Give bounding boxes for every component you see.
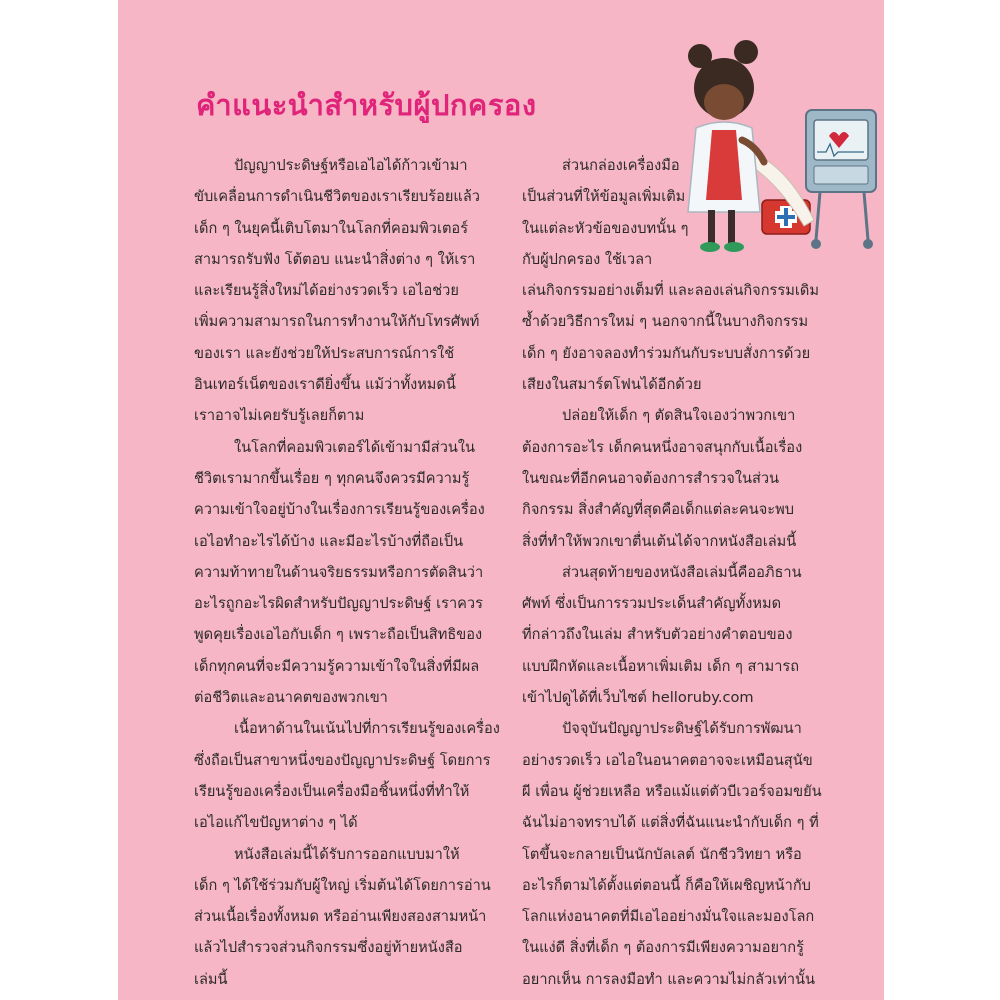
text-line: เด็ก ๆ ได้ใช้ร่วมกับผู้ใหญ่ เริ่มต้นได้โดยการอ่าน bbox=[194, 876, 491, 894]
text-line: เล่นกิจกรรมอย่างเต็มที่ และลองเล่นกิจกรรมเดิม bbox=[522, 282, 819, 300]
text-line: เอไอทำอะไรได้บ้าง และมีอะไรบ้างที่ถือเป็น bbox=[194, 532, 464, 550]
text-line: แบบฝึกหัดและเนื้อหาเพิ่มเติม เด็ก ๆ สามารถ bbox=[522, 657, 800, 675]
text-line: โลกแห่งอนาคตที่มีเอไออย่างมั่นใจและมองโลก bbox=[522, 908, 815, 926]
text-line: สิ่งที่ทำให้พวกเขาตื่นเต้นได้จากหนังสือเล่มนี้ bbox=[522, 532, 797, 550]
text-line: สามารถรับฟัง โต้ตอบ แนะนำสิ่งต่าง ๆ ให้เรา bbox=[194, 250, 476, 268]
text-line: อะไรถูกอะไรผิดสำหรับปัญญาประดิษฐ์ เราควร bbox=[194, 595, 483, 613]
text-line: ความเข้าใจอยู่บ้างในเรื่องการเรียนรู้ของเครื่อง bbox=[194, 501, 485, 519]
right-text-column bbox=[522, 150, 864, 995]
text-line: และเรียนรู้สิ่งใหม่ได้อย่างรวดเร็ว เอไอช่วย bbox=[194, 282, 459, 300]
text-line: ต้องการอะไร เด็กคนหนึ่งอาจสนุกกับเนื้อเรื่อง bbox=[522, 438, 803, 456]
text-line: เราอาจไม่เคยรับรู้เลยก็ตาม bbox=[194, 407, 365, 425]
text-line: อะไรก็ตามได้ตั้งแต่ตอนนี้ ก็คือให้เผชิญหน้ากับ bbox=[522, 876, 811, 894]
text-line: เพิ่มความสามารถในการทำงานให้กับโทรศัพท์ bbox=[194, 313, 480, 331]
text-line: หนังสือเล่มนี้ได้รับการออกแบบมาให้ bbox=[234, 845, 460, 863]
text-line: ในขณะที่อีกคนอาจต้องการสำรวจในส่วน bbox=[522, 469, 780, 487]
text-line: ปล่อยให้เด็ก ๆ ตัดสินใจเองว่าพวกเขา bbox=[562, 407, 796, 425]
text-line: เนื้อหาด้านในเน้นไปที่การเรียนรู้ของเครื่อง bbox=[234, 720, 500, 738]
text-line: ฉันไม่อาจทราบได้ แต่สิ่งที่ฉันแนะนำกับเด็ก ๆ ที่ bbox=[522, 814, 819, 832]
text-line: ต่อชีวิตและอนาคตของพวกเขา bbox=[194, 689, 388, 707]
text-line: ศัพท์ ซึ่งเป็นการรวมประเด็นสำคัญทั้งหมด bbox=[522, 595, 782, 613]
text-line: ผี เพื่อน ผู้ช่วยเหลือ หรือแม้แต่ตัวบีเวอร์จอมขยัน bbox=[522, 782, 822, 800]
text-line: ของเรา และยังช่วยให้ประสบการณ์การใช้ bbox=[194, 344, 455, 362]
left-text-column bbox=[194, 150, 536, 995]
text-line: เด็ก ๆ ในยุคนี้เติบโตมาในโลกที่คอมพิวเตอร์ bbox=[194, 219, 469, 237]
page-title: คำแนะนำสำหรับผู้ปกครอง bbox=[196, 88, 537, 122]
text-line: ส่วนกล่องเครื่องมือ bbox=[562, 157, 680, 174]
text-line: ชีวิตเรามากขึ้นเรื่อย ๆ ทุกคนจึงควรมีความรู้ bbox=[194, 469, 470, 487]
text-line: กิจกรรม สิ่งสำคัญที่สุดคือเด็กแต่ละคนจะพบ bbox=[522, 501, 795, 519]
text-line: กับผู้ปกครอง ใช้เวลา bbox=[522, 250, 653, 268]
text-line: ส่วนเนื้อเรื่องทั้งหมด หรืออ่านเพียงสองสามหน้า bbox=[194, 908, 487, 926]
text-line: พูดคุยเรื่องเอไอกับเด็ก ๆ เพราะถือเป็นสิทธิของ bbox=[194, 626, 483, 644]
text-line: เข้าไปดูได้ที่เว็บไซต์ helloruby.com bbox=[522, 689, 754, 707]
text-line: แล้วไปสำรวจส่วนกิจกรรมซึ่งอยู่ท้ายหนังสือ bbox=[194, 939, 463, 957]
text-line: ที่กล่าวถึงในเล่ม สำหรับตัวอย่างคำตอบของ bbox=[522, 626, 793, 644]
text-line: ในแง่ดี สิ่งที่เด็ก ๆ ต้องการมีเพียงความอยากรู้ bbox=[522, 939, 804, 957]
text-line: ซ้ำด้วยวิธีการใหม่ ๆ นอกจากนี้ในบางกิจกรรม bbox=[522, 313, 809, 331]
text-line: ส่วนสุดท้ายของหนังสือเล่มนี้คืออภิธาน bbox=[562, 563, 802, 581]
text-line: อย่างรวดเร็ว เอไอในอนาคตอาจจะเหมือนสุนัข bbox=[522, 751, 813, 769]
text-line: เรียนรู้ของเครื่องเป็นเครื่องมือชิ้นหนึ่งที่ทำให้ bbox=[194, 782, 470, 800]
text-line: ขับเคลื่อนการดำเนินชีวิตของเราเรียบร้อยแล้ว bbox=[194, 188, 480, 206]
text-line: ในแต่ละหัวข้อของบทนั้น ๆ bbox=[522, 219, 689, 237]
book-page bbox=[118, 0, 884, 1000]
text-line: เด็กทุกคนที่จะมีความรู้ความเข้าใจในสิ่งที่มีผล bbox=[194, 657, 480, 675]
text-line: เด็ก ๆ ยังอาจลองทำร่วมกันกับระบบสั่งการด้วย bbox=[522, 344, 811, 362]
text-line: โตขึ้นจะกลายเป็นนักบัลเลต์ นักชีววิทยา หรือ bbox=[522, 845, 802, 863]
text-line: เอไอแก้ไขปัญหาต่าง ๆ ได้ bbox=[194, 814, 358, 832]
text-line: เป็นส่วนที่ให้ข้อมูลเพิ่มเติม bbox=[522, 188, 686, 206]
text-line: ความท้าทายในด้านจริยธรรมหรือการตัดสินว่า bbox=[194, 563, 484, 581]
text-line: ปัญญาประดิษฐ์หรือเอไอได้ก้าวเข้ามา bbox=[234, 157, 468, 174]
text-line: ปัจจุบันปัญญาประดิษฐ์ได้รับการพัฒนา bbox=[562, 720, 802, 738]
text-line: ซึ่งถือเป็นสาขาหนึ่งของปัญญาประดิษฐ์ โดยการ bbox=[194, 751, 491, 769]
text-line: อินเทอร์เน็ตของเราดียิ่งขึ้น แม้ว่าทั้งหมดนี้ bbox=[194, 376, 456, 394]
text-line: เล่มนี้ bbox=[194, 970, 228, 988]
text-line: เสียงในสมาร์ตโฟนได้อีกด้วย bbox=[522, 376, 702, 394]
text-line: อยากเห็น การลงมือทำ และความไม่กลัวเท่านั้น bbox=[522, 970, 815, 988]
text-line: ในโลกที่คอมพิวเตอร์ได้เข้ามามีส่วนใน bbox=[234, 438, 475, 456]
